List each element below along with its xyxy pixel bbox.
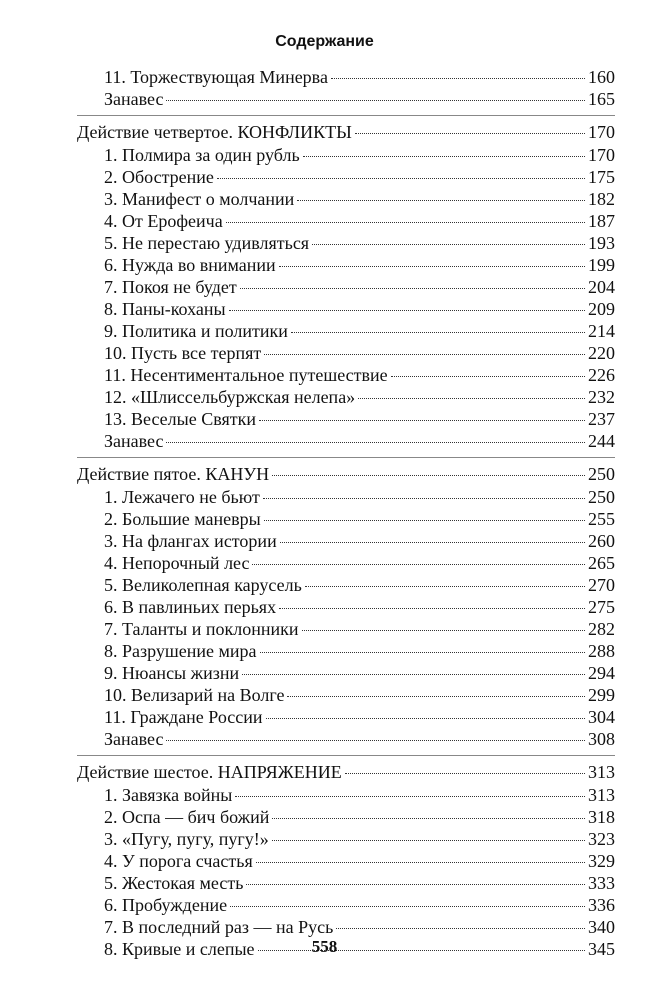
dot-leader <box>303 156 585 157</box>
entry-title: 7. В последний раз — на Русь <box>104 917 334 937</box>
dot-leader <box>287 696 585 697</box>
toc-entry[interactable] <box>77 166 615 188</box>
toc-entry[interactable] <box>77 298 615 320</box>
toc-entry[interactable] <box>77 872 615 894</box>
entry-page-number: 160 <box>588 67 615 87</box>
page-header: Содержание <box>275 33 374 50</box>
dot-leader <box>264 520 585 521</box>
entry-title: 3. «Пугу, пугу, пугу!» <box>104 829 269 849</box>
toc-group <box>77 121 615 452</box>
toc-entry[interactable] <box>77 552 615 574</box>
group-divider <box>77 115 615 116</box>
page-number: 558 <box>311 937 338 956</box>
entry-page-number: 165 <box>588 89 615 109</box>
entry-title: 7. Таланты и поклонники <box>104 619 299 639</box>
group-divider <box>77 755 615 756</box>
entry-page-number: 244 <box>588 431 615 451</box>
entry-page-number: 340 <box>588 917 615 937</box>
entry-title: 3. Манифест о молчании <box>104 189 295 209</box>
toc-group <box>77 463 615 750</box>
entry-title: 3. На флангах истории <box>104 531 277 551</box>
entry-page-number: 288 <box>588 641 615 661</box>
dot-leader <box>312 244 585 245</box>
toc-entry[interactable] <box>77 486 615 508</box>
dot-leader <box>166 740 585 741</box>
toc-entry[interactable] <box>77 508 615 530</box>
dot-leader <box>242 674 585 675</box>
toc-part-entry[interactable] <box>77 463 615 486</box>
toc-entry[interactable] <box>77 574 615 596</box>
toc-entry[interactable] <box>77 850 615 872</box>
entry-title: 2. Оспа — бич божий <box>104 807 270 827</box>
toc-entry[interactable] <box>77 386 615 408</box>
dot-leader <box>260 652 586 653</box>
entry-title: 1. Завязка войны <box>104 785 233 805</box>
entry-title: 6. Пробуждение <box>104 895 228 915</box>
group-divider <box>77 457 615 458</box>
entry-page-number: 232 <box>588 387 615 407</box>
dot-leader <box>259 420 585 421</box>
dot-leader <box>226 222 585 223</box>
toc-entry[interactable] <box>77 784 615 806</box>
dot-leader <box>345 773 585 774</box>
entry-title: Действие пятое. КАНУН <box>77 464 270 484</box>
toc-entry[interactable] <box>77 188 615 210</box>
entry-title: 13. Веселые Святки <box>104 409 256 429</box>
entry-page-number: 187 <box>588 211 615 231</box>
entry-title: 4. У порога счастья <box>104 851 253 871</box>
entry-page-number: 175 <box>588 167 615 187</box>
entry-title: Действие шестое. НАПРЯЖЕНИЕ <box>77 762 342 782</box>
entry-title: 5. Великолепная карусель <box>104 575 302 595</box>
entry-page-number: 265 <box>588 553 615 573</box>
entry-page-number: 275 <box>588 597 615 617</box>
entry-title: 6. Нужда во внимании <box>104 255 276 275</box>
entry-page-number: 237 <box>588 409 615 429</box>
entry-page-number: 294 <box>588 663 615 683</box>
entry-page-number: 323 <box>588 829 615 849</box>
entry-page-number: 299 <box>588 685 615 705</box>
dot-leader <box>272 840 585 841</box>
entry-page-number: 214 <box>588 321 615 341</box>
entry-title: 11. Несентиментальное путешествие <box>104 365 388 385</box>
entry-page-number: 304 <box>588 707 615 727</box>
dot-leader <box>252 564 585 565</box>
entry-title: Занавес <box>104 431 164 451</box>
dot-leader <box>263 498 585 499</box>
entry-title: 6. В павлиньих перьях <box>104 597 277 617</box>
entry-title: 1. Лежачего не бьют <box>104 487 260 507</box>
entry-title: 5. Не перестаю удивляться <box>104 233 310 253</box>
toc-entry[interactable] <box>77 684 615 706</box>
toc-entry[interactable] <box>77 596 615 618</box>
toc-entry[interactable] <box>77 364 615 386</box>
toc-entry[interactable] <box>77 276 615 298</box>
toc-entry[interactable] <box>77 640 615 662</box>
entry-title: 5. Жестокая месть <box>104 873 244 893</box>
dot-leader <box>166 442 585 443</box>
entry-page-number: 170 <box>588 145 615 165</box>
toc-part-entry[interactable] <box>77 761 615 784</box>
toc-entry[interactable] <box>77 618 615 640</box>
entry-page-number: 250 <box>588 487 615 507</box>
toc-entry[interactable] <box>77 144 615 166</box>
entry-title: 11. Граждане России <box>104 707 263 727</box>
dot-leader <box>302 630 585 631</box>
table-of-contents <box>77 66 615 960</box>
entry-title: Занавес <box>104 89 164 109</box>
dot-leader <box>256 862 585 863</box>
toc-entry[interactable] <box>77 728 615 750</box>
dot-leader <box>291 332 585 333</box>
entry-title: Действие четвертое. КОНФЛИКТЫ <box>77 122 352 142</box>
dot-leader <box>235 796 585 797</box>
toc-entry[interactable] <box>77 320 615 342</box>
dot-leader <box>230 906 585 907</box>
toc-entry[interactable] <box>77 916 615 938</box>
toc-part-entry[interactable] <box>77 121 615 144</box>
entry-title: 4. Непорочный лес <box>104 553 250 573</box>
toc-entry[interactable] <box>77 66 615 88</box>
toc-entry[interactable] <box>77 828 615 850</box>
entry-title: 9. Политика и политики <box>104 321 288 341</box>
entry-page-number: 313 <box>588 785 615 805</box>
entry-page-number: 209 <box>588 299 615 319</box>
toc-entry[interactable] <box>77 806 615 828</box>
entry-page-number: 308 <box>588 729 615 749</box>
dot-leader <box>279 608 585 609</box>
entry-page-number: 170 <box>588 122 615 142</box>
entry-title: Занавес <box>104 729 164 749</box>
entry-page-number: 345 <box>588 939 615 959</box>
entry-title: 11. Торжествующая Минерва <box>104 67 328 87</box>
entry-title: 1. Полмира за один рубль <box>104 145 300 165</box>
entry-page-number: 199 <box>588 255 615 275</box>
entry-title: 8. Паны-коханы <box>104 299 226 319</box>
dot-leader <box>266 718 585 719</box>
entry-page-number: 255 <box>588 509 615 529</box>
entry-page-number: 329 <box>588 851 615 871</box>
entry-title: 2. Большие маневры <box>104 509 261 529</box>
toc-entry[interactable] <box>77 88 615 110</box>
dot-leader <box>279 266 585 267</box>
toc-entry[interactable] <box>77 210 615 232</box>
toc-entry[interactable] <box>77 706 615 728</box>
dot-leader <box>264 354 585 355</box>
dot-leader <box>229 310 585 311</box>
toc-entry[interactable] <box>77 530 615 552</box>
entry-page-number: 282 <box>588 619 615 639</box>
entry-title: 10. Пусть все терпят <box>104 343 262 363</box>
entry-title: 4. От Ерофеича <box>104 211 223 231</box>
toc-entry[interactable] <box>77 408 615 430</box>
toc-group <box>77 66 615 110</box>
entry-page-number: 318 <box>588 807 615 827</box>
dot-leader <box>391 376 585 377</box>
entry-title: 7. Покоя не будет <box>104 277 237 297</box>
toc-entry[interactable] <box>77 232 615 254</box>
toc-entry[interactable] <box>77 662 615 684</box>
dot-leader <box>166 100 585 101</box>
dot-leader <box>240 288 585 289</box>
entry-page-number: 333 <box>588 873 615 893</box>
toc-group <box>77 761 615 960</box>
dot-leader <box>331 78 585 79</box>
entry-page-number: 270 <box>588 575 615 595</box>
dot-leader <box>297 200 585 201</box>
dot-leader <box>272 475 585 476</box>
entry-title: 8. Разрушение мира <box>104 641 257 661</box>
toc-entry[interactable] <box>77 254 615 276</box>
entry-title: 12. «Шлиссельбуржская нелепа» <box>104 387 356 407</box>
dot-leader <box>280 542 585 543</box>
entry-page-number: 250 <box>588 464 615 484</box>
entry-title: 9. Нюансы жизни <box>104 663 240 683</box>
entry-page-number: 193 <box>588 233 615 253</box>
dot-leader <box>358 398 585 399</box>
entry-title: 2. Обострение <box>104 167 214 187</box>
entry-title: 8. Кривые и слепые <box>104 939 255 959</box>
entry-title: 10. Велизарий на Волге <box>104 685 285 705</box>
entry-page-number: 204 <box>588 277 615 297</box>
dot-leader <box>355 133 585 134</box>
toc-entry[interactable] <box>77 430 615 452</box>
entry-page-number: 226 <box>588 365 615 385</box>
entry-page-number: 260 <box>588 531 615 551</box>
dot-leader <box>217 178 585 179</box>
entry-page-number: 220 <box>588 343 615 363</box>
dot-leader <box>336 928 585 929</box>
toc-entry[interactable] <box>77 894 615 916</box>
entry-page-number: 336 <box>588 895 615 915</box>
dot-leader <box>272 818 585 819</box>
entry-page-number: 182 <box>588 189 615 209</box>
dot-leader <box>305 586 585 587</box>
dot-leader <box>246 884 585 885</box>
entry-page-number: 313 <box>588 762 615 782</box>
toc-entry[interactable] <box>77 342 615 364</box>
